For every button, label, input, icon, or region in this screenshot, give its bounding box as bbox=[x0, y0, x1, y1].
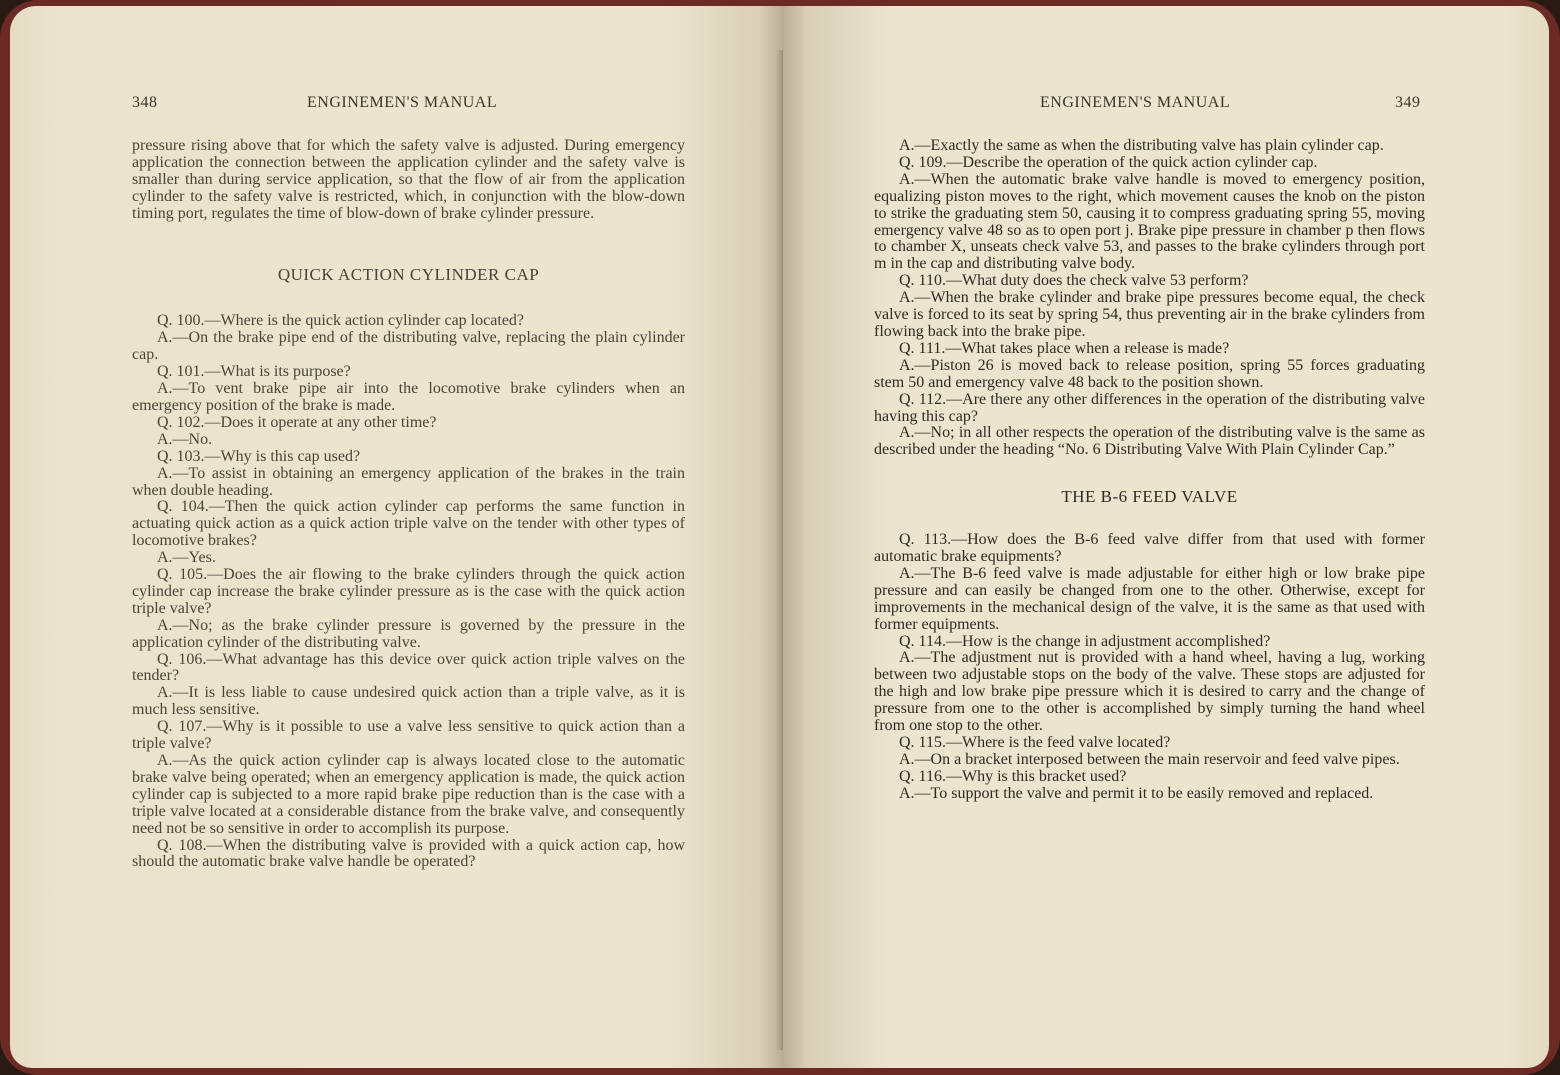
answer: A.—On the brake pipe end of the distributing valve, replacing the plain cylinder cap. bbox=[132, 329, 685, 364]
question: Q. 106.—What advantage has this device over quick action triple valves on the tender? bbox=[132, 650, 685, 685]
left-page bbox=[10, 6, 783, 1068]
page-body bbox=[132, 138, 685, 871]
answer: A.—Yes. bbox=[157, 549, 216, 567]
question: Q. 102.—Does it operate at any other time? bbox=[157, 413, 437, 431]
answer: A.—Piston 26 is moved back to release position, spring 55 forces graduating stem 50 and emergency valve 48 back to the position shown. bbox=[874, 356, 1425, 391]
answer: A.—The adjustment nut is provided with a hand wheel, having a lug, working between two adjustable stops on the body of the valve. These stops are adjusted for the high and low brake pipe pressure which it is desired to carry and the change of pressure from one to the other is accomplished by simply turning the hand wheel from one stop to the other. bbox=[874, 649, 1425, 735]
question: Q. 115.—Where is the feed valve located? bbox=[899, 734, 1171, 751]
page-body bbox=[874, 138, 1425, 803]
running-title: ENGINEMEN'S MANUAL bbox=[1040, 94, 1231, 111]
page-number: 349 bbox=[1395, 94, 1421, 111]
section-heading: QUICK ACTION CYLINDER CAP bbox=[277, 264, 540, 284]
answer: A.—Exactly the same as when the distributing valve has plain cylinder cap. bbox=[899, 137, 1384, 154]
answer: A.—No. bbox=[157, 430, 213, 448]
question: Q. 109.—Describe the operation of the quick action cylinder cap. bbox=[899, 153, 1318, 171]
answer: A.—To assist in obtaining an emergency application of the brakes in the train when double heading. bbox=[132, 464, 685, 499]
answer: A.—The B-6 feed valve is made adjustable for either high or low brake pipe pressure and can easily be changed from one to the other. Otherwise, except for improvements in the mechanical design of the valve, it is the same as that used with former equipments. bbox=[874, 564, 1425, 633]
section-heading: THE B-6 FEED VALVE bbox=[1061, 487, 1238, 507]
answer: A.—As the quick action cylinder cap is always located close to the automatic brake valve being operated; when an emergency application is made, the quick action cylinder cap is subjected to a more rapid brake pipe reduction than is the case with a triple valve located at a considerable distance from the brake valve, and consequently need not be so sensitive in order to accomplish its purpose. bbox=[132, 752, 685, 837]
answer: A.—To support the valve and permit it to be easily removed and replaced. bbox=[899, 784, 1374, 802]
answer: A.—No; as the brake cylinder pressure is governed by the pressure in the application cylinder of the distributing valve. bbox=[132, 616, 685, 651]
question: Q. 107.—Why is it possible to use a valve less sensitive to quick action than a triple valve? bbox=[132, 718, 685, 753]
page-number: 348 bbox=[132, 94, 158, 111]
intro-paragraph: pressure rising above that for which the safety valve is adjusted. During emergency application the connection between the application cylinder and the safety valve is smaller than during service application, so that the flow of air from the application cylinder to the safety valve is restricted, which, in conjunction with the blow-down timing port, regulates the time of blow-down of brake cylinder pressure. bbox=[132, 137, 685, 222]
question: Q. 113.—How does the B-6 feed valve differ from that used with former automatic brake equipments? bbox=[874, 531, 1425, 566]
question: Q. 114.—How is the change in adjustment accomplished? bbox=[899, 632, 1271, 650]
running-title: ENGINEMEN'S MANUAL bbox=[307, 94, 498, 111]
right-page bbox=[783, 6, 1549, 1068]
answer: A.—It is less liable to cause undesired quick action than a triple valve, as it is much less sensitive. bbox=[132, 684, 685, 719]
answer: A.—On a bracket interposed between the main reservoir and feed valve pipes. bbox=[899, 750, 1400, 768]
question: Q. 111.—What takes place when a release is made? bbox=[899, 339, 1230, 357]
answer: A.—To vent brake pipe air into the locomotive brake cylinders when an emergency position of the brake is made. bbox=[132, 380, 685, 414]
question: Q. 101.—What is its purpose? bbox=[157, 363, 351, 381]
question: Q. 104.—Then the quick action cylinder cap performs the same function in actuating quick action as a quick action triple valve on the tender with other types of locomotive brakes? bbox=[132, 498, 685, 550]
question: Q. 100.—Where is the quick action cylinder cap located? bbox=[157, 312, 524, 330]
question: Q. 110.—What duty does the check valve 53 perform? bbox=[899, 272, 1249, 290]
answer: A.—No; in all other respects the operation of the distributing valve is the same as described under the heading “No. 6 Distributing Valve With Plain Cylinder Cap.” bbox=[874, 424, 1425, 459]
question: Q. 116.—Why is this bracket used? bbox=[899, 767, 1127, 785]
question: Q. 103.—Why is this cap used? bbox=[157, 447, 361, 465]
question: Q. 112.—Are there any other differences in the operation of the distributing valve having this cap? bbox=[874, 390, 1425, 425]
answer: A.—When the brake cylinder and brake pipe pressures become equal, the check valve is forced to its seat by spring 54, thus preventing air in the brake cylinders from flowing back into the brake pipe. bbox=[874, 289, 1425, 340]
question: Q. 108.—When the distributing valve is provided with a quick action cap, how should the automatic brake valve handle be operated? bbox=[132, 836, 685, 871]
question: Q. 105.—Does the air flowing to the brake cylinders through the quick action cylinder cap increase the brake cylinder pressure as is the case with the quick action triple valve? bbox=[132, 566, 685, 617]
answer: A.—When the automatic brake valve handle is moved to emergency position, equalizing piston moves to the right, which movement causes the knob on the piston to strike the graduating stem 50, causing it to compress graduating spring 55, moving emergency valve 48 so as to open port j. Brake pipe pressure in chamber p then flows to chamber X, unseats check valve 53, and passes to the brake cylinders through port m in the cap and distributing valve body. bbox=[874, 170, 1425, 273]
